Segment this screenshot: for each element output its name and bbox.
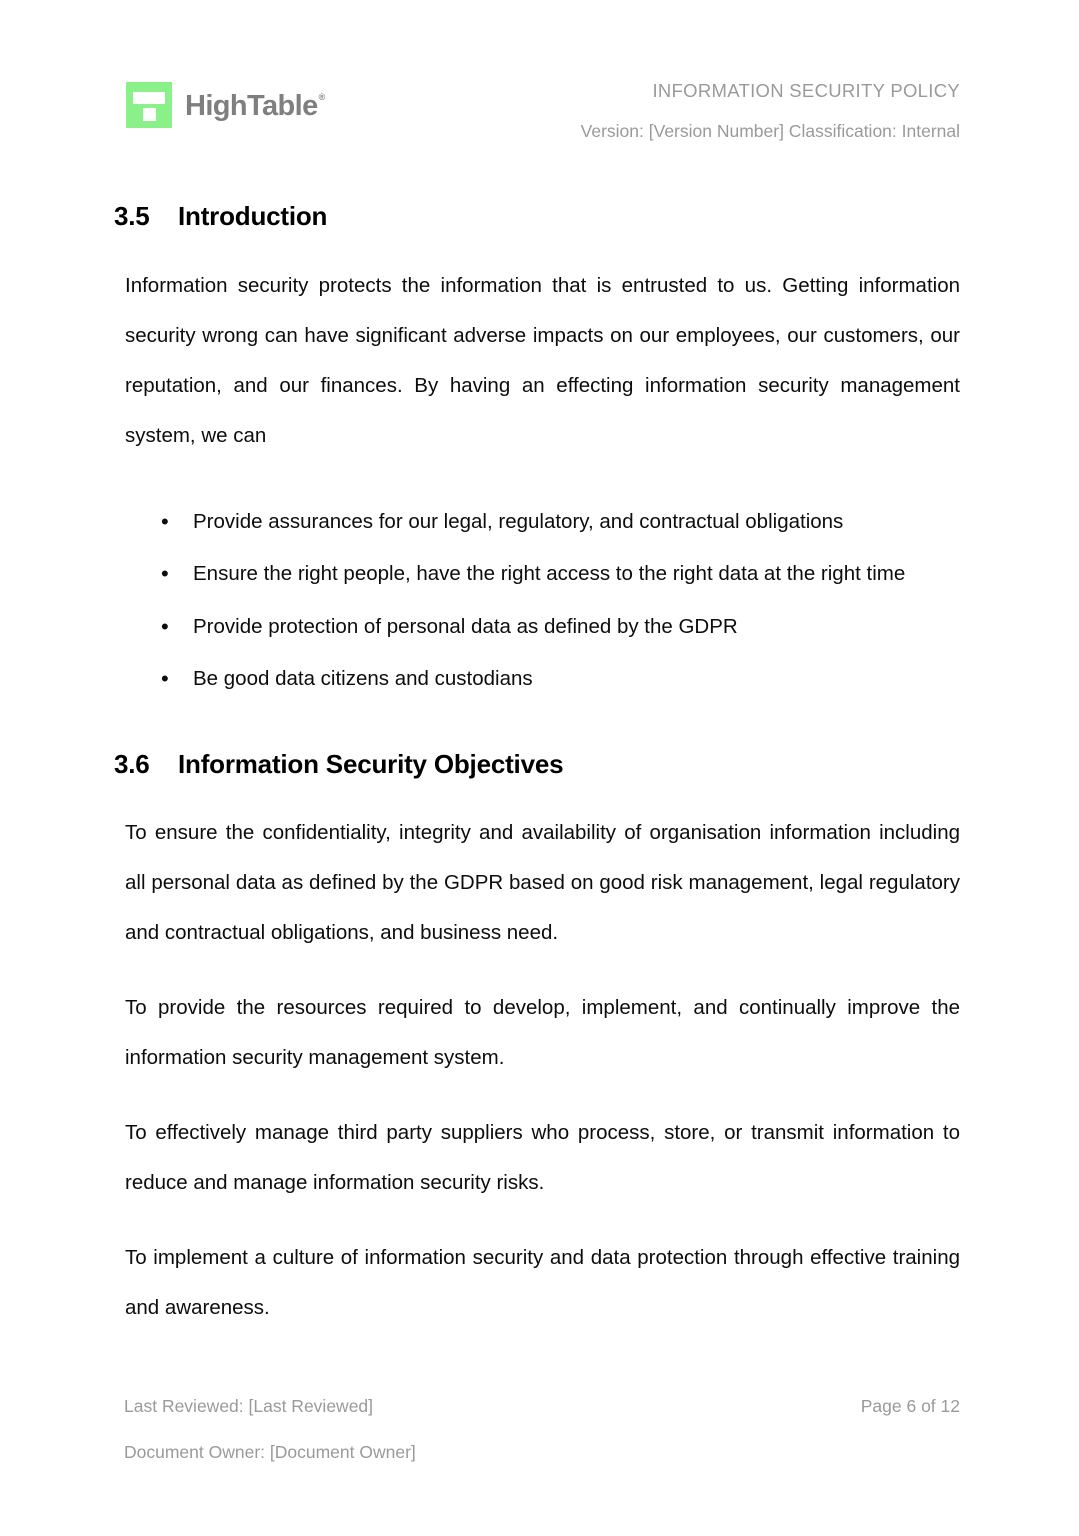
list-item-label: Provide protection of personal data as defined by the GDPR [193, 614, 738, 638]
paragraph-objective-1: To ensure the confidentiality, integrity and availability of organisation information including all personal data as defined by the GDPR based on good risk management, legal regulatory and contractual obligations, and business need. [125, 821, 960, 944]
header-text-block [581, 62, 960, 140]
list-item [114, 601, 960, 654]
brand-name-text: HighTable [185, 89, 318, 122]
document-title: INFORMATION SECURITY POLICY [652, 80, 960, 101]
document-owner-label: Document Owner: [Document Owner] [124, 1441, 416, 1462]
brand-logo [126, 82, 324, 128]
paragraph-objective-3: To effectively manage third party suppliers who process, store, or transmit information to reduce and manage information security risks. [125, 1121, 960, 1194]
section-number-3-6: 3.6 [114, 748, 150, 779]
document-header [0, 0, 1079, 170]
list-item-label: Be good data citizens and custodians [193, 667, 533, 690]
section-title-3-5: Introduction [178, 201, 328, 231]
footer-row-top [124, 1398, 960, 1416]
page-number: Page 6 of 12 [860, 1396, 960, 1416]
paragraph-intro: Information security protects the information that is entrusted to us. Getting information security wrong can have significant adverse impacts on our employees, our customers, our reputation, and our finances. By having an effecting information security management system, we can [125, 273, 960, 447]
logo-bar-shape [133, 92, 165, 104]
brand-wordmark [185, 89, 325, 122]
section-number-3-5: 3.5 [114, 201, 150, 231]
section-heading-3-5 [114, 190, 960, 233]
document-version-classification: Version: [Version Number] Classification: Internal [580, 120, 960, 141]
paragraph-objective-2: To provide the resources required to develop, implement, and continually improve the information security management system. [125, 996, 960, 1069]
logo-stem-shape [143, 108, 156, 121]
footer-row-bottom [124, 1441, 960, 1462]
bullet-dot-icon: • [161, 613, 169, 639]
intro-bullet-list [114, 496, 960, 706]
section-heading-3-6 [114, 748, 960, 781]
document-content [114, 190, 960, 1333]
list-item-label: Provide assurances for our legal, regulatory, and contractual obligations [193, 509, 844, 533]
list-item-label: Ensure the right people, have the right access to the right data at the right time [193, 562, 906, 585]
list-item [114, 496, 960, 549]
section-title-3-6: Information Security Objectives [178, 748, 564, 779]
bullet-dot-icon: • [161, 666, 169, 691]
bullet-dot-icon: • [161, 508, 169, 534]
bullet-dot-icon: • [161, 561, 169, 586]
hightable-logo-mark-icon [126, 82, 172, 128]
document-footer [124, 1398, 960, 1461]
last-reviewed-label: Last Reviewed: [Last Reviewed] [124, 1396, 374, 1416]
registered-trademark-icon: ® [318, 91, 325, 102]
paragraph-objective-4: To implement a culture of information security and data protection through effective training and awareness. [125, 1246, 960, 1319]
list-item [114, 548, 960, 601]
list-item [114, 653, 960, 706]
